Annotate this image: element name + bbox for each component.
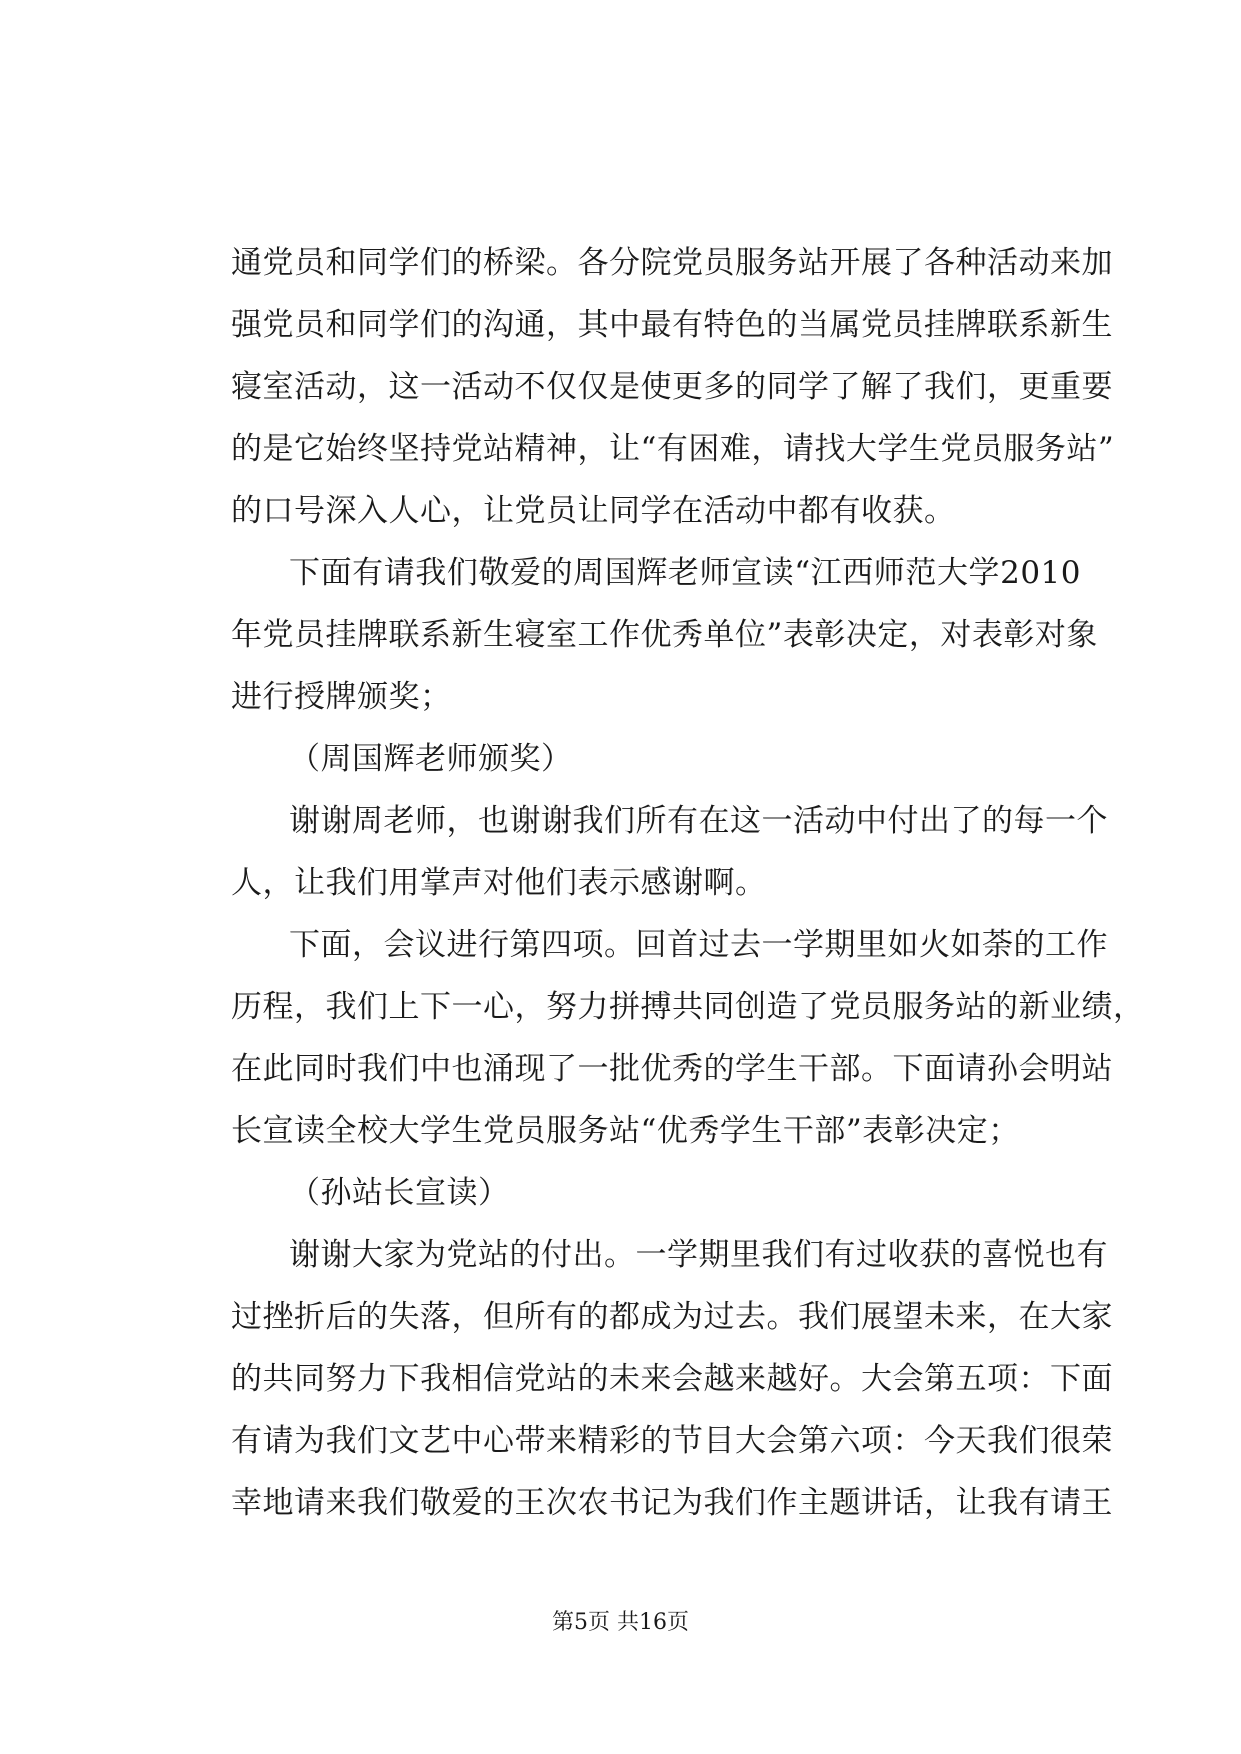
paragraph-line: （孙站长宣读） [289,1175,510,1211]
paragraph-line: 下面，会议进行第四项。回首过去一学期里如火如荼的工作 [289,927,1108,963]
paragraph-line: 的是它始终坚持党站精神，让“有困难，请找大学生党员服务站” [231,431,1115,467]
paragraph-line: 长宣读全校大学生党员服务站“优秀学生干部”表彰决定； [231,1113,1020,1149]
paragraph-line: 下面有请我们敬爱的周国辉老师宣读“江西师范大学2010 [289,555,1081,591]
paragraph-line: 强党员和同学们的沟通，其中最有特色的当属党员挂牌联系新生 [231,307,1113,343]
paragraph-line: 进行授牌颁奖； [231,679,452,715]
paragraph-line: 在此同时我们中也涌现了一批优秀的学生干部。下面请孙会明站 [231,1051,1113,1087]
paragraph-line: 有请为我们文艺中心带来精彩的节目大会第六项：今天我们很荣 [231,1423,1113,1459]
paragraph-line: 通党员和同学们的桥梁。各分院党员服务站开展了各种活动来加 [231,245,1113,281]
paragraph-line: 谢谢大家为党站的付出。一学期里我们有过收获的喜悦也有 [289,1237,1108,1273]
paragraph-line: 过挫折后的失落，但所有的都成为过去。我们展望未来，在大家 [231,1299,1113,1335]
paragraph-line: 历程，我们上下一心，努力拼搏共同创造了党员服务站的新业绩， [231,989,1145,1025]
paragraph-line: 年党员挂牌联系新生寝室工作优秀单位”表彰决定，对表彰对象 [231,617,1098,653]
paragraph-line: 寝室活动，这一活动不仅仅是使更多的同学了解了我们，更重要 [231,369,1113,405]
paragraph-line: 的共同努力下我相信党站的未来会越来越好。大会第五项：下面 [231,1361,1113,1397]
paragraph-line: （周国辉老师颁奖） [289,741,573,777]
document-body [231,232,1145,1534]
paragraph-line: 的口号深入人心，让党员让同学在活动中都有收获。 [231,493,956,529]
page-footer: 第5页 共16页 [552,1610,689,1635]
paragraph-line: 谢谢周老师，也谢谢我们所有在这一活动中付出了的每一个 [289,803,1108,839]
paragraph-line: 人，让我们用掌声对他们表示感谢啊。 [231,865,767,901]
paragraph-line: 幸地请来我们敬爱的王次农书记为我们作主题讲话，让我有请王 [231,1485,1113,1521]
